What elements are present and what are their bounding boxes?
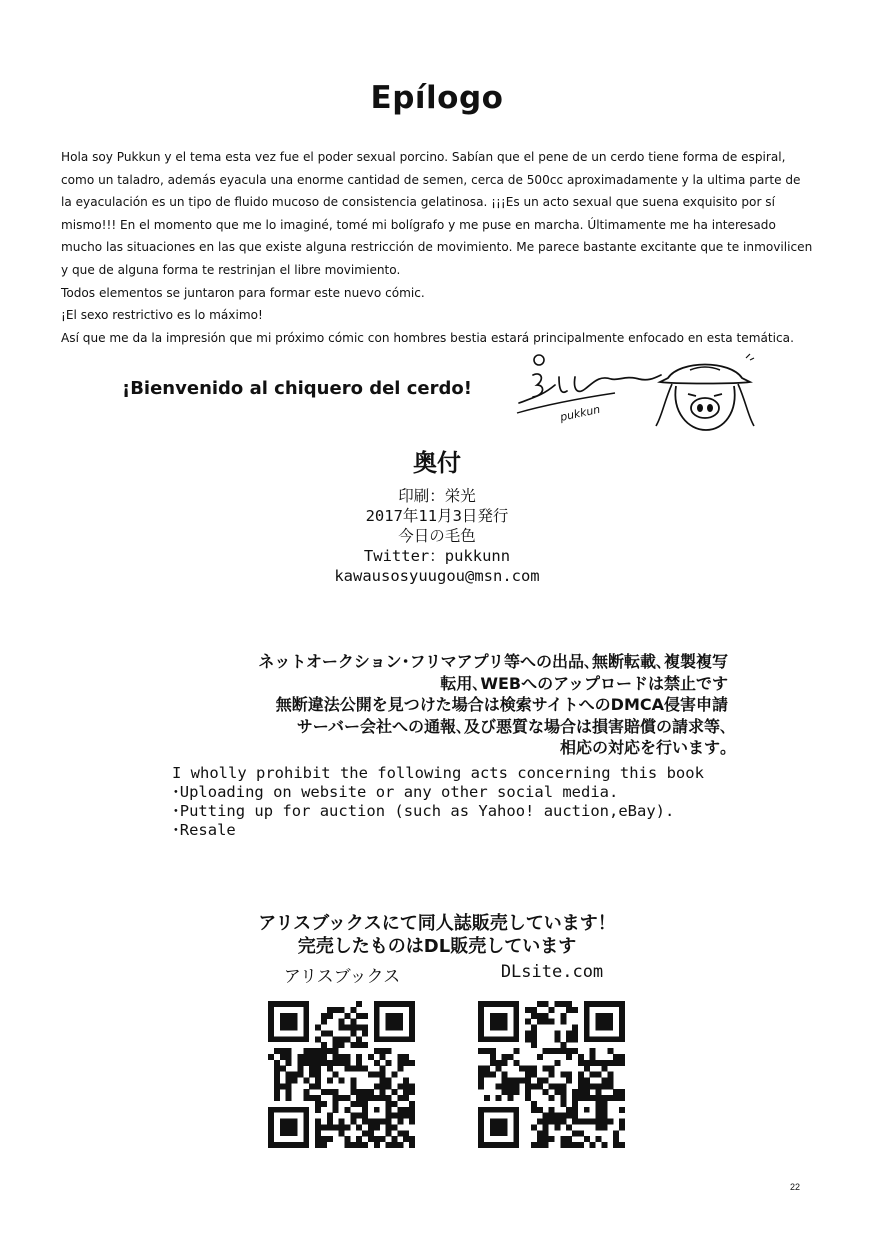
shop-line: 完売したものはDL販売しています [297,936,577,957]
alice-books-qr-code[interactable] [268,1001,415,1148]
pig-character-icon [650,352,760,434]
twitter-handle: Twitter：pukkunn [363,547,511,565]
circle-name: 今日の毛色 [398,527,476,545]
notice-line: I wholly prohibit the following acts concerning this book [172,764,704,782]
dlsite-qr-code[interactable] [478,1001,625,1148]
notice-line: 相応の対応を行います｡ [559,738,728,757]
dlsite-label: DLsite.com [500,962,604,982]
colophon-info [0,486,874,586]
notice-line: サーバー会社への通報､及び悪質な場合は損害賠償の請求等､ [296,716,728,736]
alice-books-label: アリスブックス [283,967,401,987]
notice-line: ･Putting up for auction (such as Yahoo! auction,eBay). [172,802,675,820]
contact-email: kawausosyuugou@msn.com [334,567,540,585]
page-number: 22 [790,1182,801,1192]
printer-line: 印刷：栄光 [398,487,476,505]
colophon-heading: 奥付 [413,449,461,477]
japanese-copyright-notice [160,651,728,759]
author-signature [515,345,665,430]
signature-text: pukkun [558,402,602,424]
epilogue-paragraph: Hola soy Pukkun y el tema esta vez fue el poder sexual porcino. Sabían que el pene de un cerdo tiene forma de espiral, como un taladro, además eyacula una enorme cantidad de semen, cerca de 500cc aproximadamente y la ultima parte de la eyaculación es un tipo de fluido mucoso de consistencia gelatinosa. ¡¡¡Es un acto sexual que suena exquisito por sí mismo!!! En el momento que me lo imaginé, tomé mi bolígrafo y me puse en marcha. Últimamente me ha interesado mucho las situaciones en las que existe alguna restricción de movimiento. Me parece bastante excitante que te inmovilicen y que de alguna forma te restrinjan el libre movimiento. [61,150,813,277]
notice-line: 無断違法公開を見つけた場合は検索サイトへのDMCA侵害申請 [275,695,728,714]
notice-line: ネットオークション･フリマアプリ等への出品､無断転載､複製複写 [258,652,728,671]
shop-info [0,912,874,958]
epilogue-paragraph: Todos elementos se juntaron para formar este nuevo cómic. [61,285,425,300]
page-title: Epílogo [370,80,504,116]
notice-line: 転用､WEBへのアップロードは禁止です [440,673,728,693]
shop-line: アリスブックスにて同人誌販売しています！ [258,913,616,934]
epilogue-paragraph: Así que me da la impresión que mi próximo cómic con hombres bestia estará principalmente enfocado en esta temática. [61,330,794,345]
welcome-message: ¡Bienvenido al chiquero del cerdo! [122,378,472,399]
notice-line: ･Resale [172,821,236,839]
epilogue-text [61,146,813,349]
publish-date: 2017年11月3日発行 [365,507,509,525]
epilogue-paragraph: ¡El sexo restrictivo es lo máximo! [61,308,263,323]
notice-line: ･Uploading on website or any other social media. [172,783,619,801]
english-copyright-notice [172,764,704,840]
